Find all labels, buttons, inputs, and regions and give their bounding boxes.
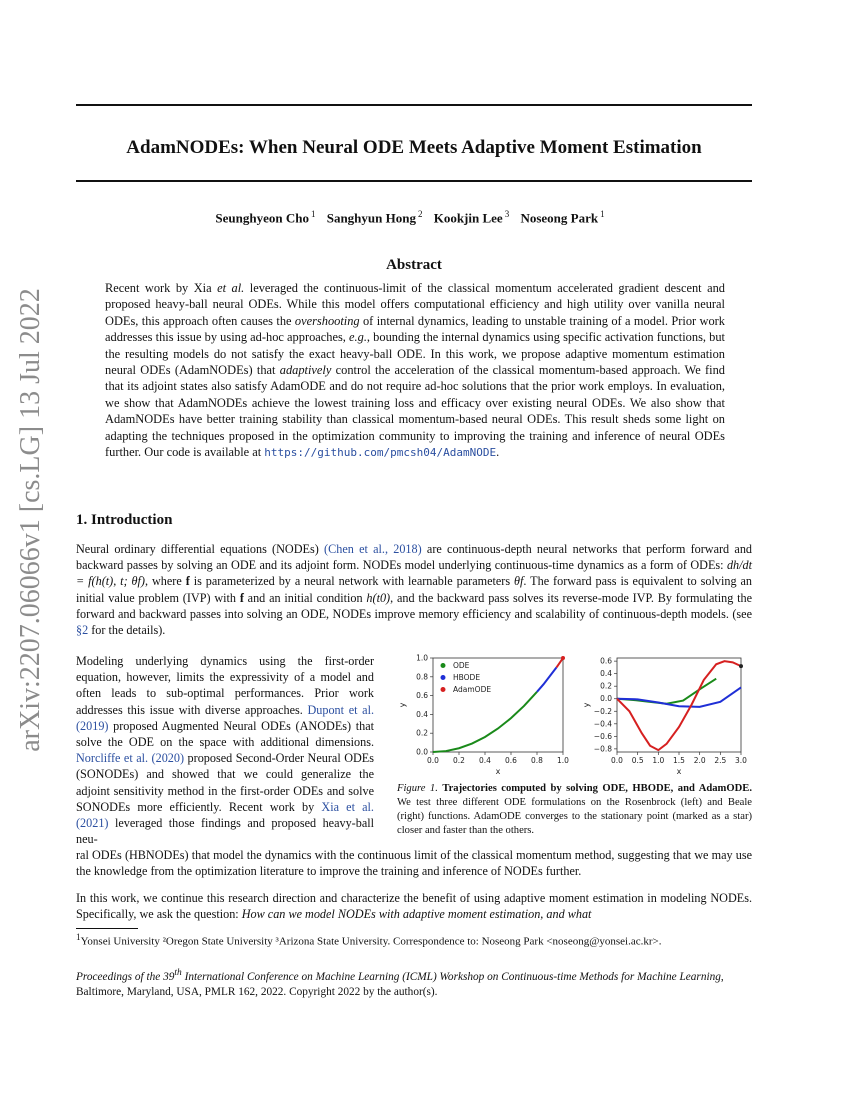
- abstract-emph: overshooting: [294, 313, 360, 328]
- legend-marker: [441, 687, 446, 692]
- x-tick-label: 0.2: [453, 756, 465, 765]
- proceedings-text: , Baltimore, Maryland, USA, PMLR 162, 2022. Copyright 2022 by the author(s).: [76, 970, 724, 998]
- y-axis-label: y: [398, 702, 407, 708]
- title-rule-top: [76, 104, 752, 106]
- abstract-heading: Abstract: [386, 257, 442, 273]
- abstract-emph: adaptively: [279, 363, 332, 378]
- figure-caption-title: Trajectories computed by solving ODE, HBODE, and AdamODE.: [442, 783, 752, 794]
- series-line-hbode: [617, 687, 741, 706]
- x-tick-label: 0.0: [427, 756, 439, 765]
- text: is parameterized by a neural network with learnable parameters: [189, 574, 515, 589]
- abstract-segment: .: [496, 445, 500, 460]
- y-tick-label: 0.8: [416, 672, 428, 682]
- author-name: Seunghyeon Cho: [215, 210, 309, 226]
- citation-link[interactable]: Xia et al. (2021): [76, 799, 374, 831]
- abstract-segment: control the acceleration of the classical momentum-based approach. We find that its adjoint states also satisfy AdamODE and do not require ad-hoc solutions that the prior work employs. In evaluation, we show that AdamNODEs achieve the lowest training loss and efficacy over existing neural ODEs. We also show that AdamNODEs have better training stability than classical momentum-based neural ODEs. This result sheds some light on adapting the techniques proposed in the optimization community to improving the training and inference of neural ODEs further. Our code is available at: [105, 363, 726, 460]
- x-tick-label: 1.0: [557, 756, 569, 765]
- y-tick-label: 0.6: [416, 691, 428, 701]
- section-heading: 1. Introduction: [76, 512, 173, 528]
- y-tick-label: 0.2: [416, 728, 428, 738]
- author-name: Sanghyun Hong: [326, 210, 416, 226]
- x-tick-label: 3.0: [735, 756, 747, 765]
- legend-marker: [441, 663, 446, 668]
- author-affiliation: 1: [600, 209, 605, 219]
- math-symbol: θf: [514, 574, 524, 589]
- proceedings-text: International Conference on Machine Learning (ICML) Workshop on Continuous-time Methods for Machine Learning: [181, 970, 721, 983]
- y-tick-label: 0.0: [600, 694, 612, 704]
- text: proposed Augmented Neural ODEs (ANODEs) that solve the ODE on the space with additional dimensions.: [76, 718, 374, 750]
- y-tick-label: 0.0: [416, 747, 428, 757]
- equation: dh/dt = f(h(t), t; θf): [76, 558, 752, 589]
- legend-entry: AdamODE: [453, 685, 492, 694]
- text: for the details).: [88, 623, 166, 638]
- intro-paragraph-2-cont: ral ODEs (HBNODEs) that model the dynamics with the continuous limit of the classical momentum method, suggesting that we may use the knowledge from the optimization literature to improve the training and inference of NODEs further.: [76, 848, 752, 879]
- author-affiliation: 3: [504, 209, 510, 219]
- plot-frame: [617, 658, 741, 752]
- section-link[interactable]: §2: [76, 623, 89, 638]
- series-line-hbode: [537, 667, 557, 691]
- figure-caption-text: We test three different ODE formulations on the Rosenbrock (left) and Beale (right) functions. AdamODE converges to the stationary point (marked as a star) closer and faster than the others.: [397, 797, 752, 836]
- x-axis-label: x: [495, 767, 501, 776]
- citation-link[interactable]: (Chen et al., 2018): [324, 542, 422, 556]
- x-tick-label: 0.5: [631, 756, 644, 765]
- math-symbol: f: [239, 590, 244, 605]
- author-affiliation: 2: [417, 209, 423, 219]
- x-tick-label: 1.0: [652, 756, 665, 765]
- intro-paragraph-2: [76, 653, 374, 847]
- y-tick-label: 0.2: [600, 681, 612, 691]
- text: are continuous-depth neural networks that perform forward and backward passes by solving an ODE and its adjoint form. NODEs model underlying continuous-time dynamics as a form of ODEs:: [76, 542, 753, 573]
- y-tick-label: −0.8: [593, 744, 612, 754]
- y-tick-label: 1.0: [416, 653, 428, 663]
- math-symbol: h(t0): [366, 590, 391, 605]
- author-name: Kookjin Lee: [433, 210, 503, 226]
- proceedings-text: th: [174, 968, 182, 978]
- text: proposed Second-Order Neural ODEs (SONODEs) and showed that we could generalize the adjoint sensitivity method in the first-order ODEs and solve SONODEs more efficiently. Recent work by: [76, 751, 374, 814]
- intro-paragraph-1: [76, 541, 752, 638]
- x-tick-label: 0.0: [611, 756, 623, 765]
- abstract-segment: , bounding the internal dynamics using specific activation functions, but the resulting models do not satisfy the exact heavy-ball ODE. In this work, we propose adaptive momentum estimation neural ODEs (AdamNODEs) that: [105, 330, 725, 378]
- y-tick-label: 0.4: [416, 709, 428, 719]
- legend-marker: [441, 675, 446, 680]
- math-symbol: f: [185, 574, 190, 589]
- y-tick-label: −0.2: [593, 706, 612, 716]
- abstract-segment: leveraged the continuous-limit of the classical momentum accelerated gradient descent and proposed heavy-ball neural ODEs. While this model offers computational efficiency and high utility over vanilla neural ODEs, this approach often causes the: [105, 281, 725, 328]
- endpoint-marker: [739, 664, 743, 668]
- series-line-ode: [433, 692, 537, 752]
- code-link[interactable]: https://github.com/pmcsh04/AdamNODE: [264, 446, 497, 460]
- x-tick-label: 0.8: [531, 756, 543, 765]
- author-affiliation: 1: [310, 209, 316, 219]
- paper-title: AdamNODEs: When Neural ODE Meets Adaptive Moment Estimation: [126, 137, 702, 158]
- legend-entry: HBODE: [453, 673, 481, 682]
- text: , and the backward pass solves its reverse-mode IVP. By formulating the forward and backward passes into solving an ODE, NODEs improve memory efficiency and scalability of continuous-depth models. (see: [76, 590, 752, 621]
- text: . The forward pass is equivalent to solving an initial value problem (IVP) with: [76, 574, 752, 605]
- abstract-emph: et al.: [217, 281, 245, 295]
- abstract-segment: Recent work by Xia: [105, 281, 218, 295]
- endpoint-marker: [561, 656, 565, 660]
- x-tick-label: 2.0: [693, 756, 706, 765]
- footnote-mark: 1: [76, 932, 81, 942]
- text: , where: [145, 574, 186, 589]
- text: and an initial condition: [243, 590, 367, 605]
- figure-caption: [397, 782, 752, 838]
- arxiv-stamp: [8, 180, 54, 860]
- proceedings-note: [76, 966, 756, 1000]
- footnote-text: Yonsei University ²Oregon State University ³Arizona State University. Correspondence to: Noseong Park <noseong@yonsei.ac.kr>.: [80, 935, 662, 948]
- y-tick-label: −0.6: [593, 731, 612, 741]
- x-tick-label: 0.4: [479, 756, 491, 765]
- citation-link[interactable]: Dupont et al. (2019): [76, 702, 374, 733]
- y-axis-label: y: [582, 702, 591, 708]
- citation-link[interactable]: Norcliffe et al. (2020): [76, 751, 185, 766]
- footnote: [76, 932, 756, 948]
- author-name: Noseong Park: [520, 210, 599, 226]
- abstract-segment: of internal dynamics, leading to unstable training of a model. Prior work addresses this issue by using ad-hoc approaches,: [105, 313, 725, 345]
- abstract-emph: e.g.: [349, 330, 367, 345]
- text: leveraged those findings and proposed heavy-ball neu-: [76, 816, 374, 847]
- x-tick-label: 2.5: [714, 756, 727, 765]
- title-rule-bottom: [76, 180, 752, 182]
- proceedings-text: Proceedings of the 39: [76, 970, 175, 983]
- text: Modeling underlying dynamics using the first-order equation, however, limits the expressivity of a model and often leads to sub-optimal performances. Prior work addresses this issue with diverse approaches.: [76, 654, 374, 717]
- arxiv-id: arXiv:2207.06066v1 [cs.LG] 13 Jul 2022: [15, 288, 46, 752]
- text: Neural ordinary differential equations (NODEs): [76, 542, 325, 556]
- figure-label: Figure 1.: [397, 783, 438, 794]
- intro-paragraph-3: [76, 890, 752, 922]
- author-list: [76, 209, 752, 226]
- y-tick-label: 0.6: [600, 656, 612, 666]
- figure-1: [395, 648, 755, 780]
- abstract-text: [105, 280, 725, 461]
- x-tick-label: 1.5: [673, 756, 685, 765]
- research-question: How can we model NODEs with adaptive moment estimation, and what: [241, 907, 592, 922]
- text: In this work, we continue this research direction and characterize the benefit of using adaptive moment estimation in modeling NODEs. Specifically, we ask the question:: [76, 891, 752, 922]
- y-tick-label: 0.4: [600, 669, 612, 679]
- plot-rosenbrock: [398, 654, 569, 777]
- x-axis-label: x: [676, 767, 682, 776]
- x-tick-label: 0.6: [505, 756, 517, 765]
- y-tick-label: −0.4: [593, 719, 612, 729]
- plot-beale: [582, 657, 747, 776]
- legend-entry: ODE: [453, 661, 470, 670]
- footnote-rule: [76, 928, 138, 929]
